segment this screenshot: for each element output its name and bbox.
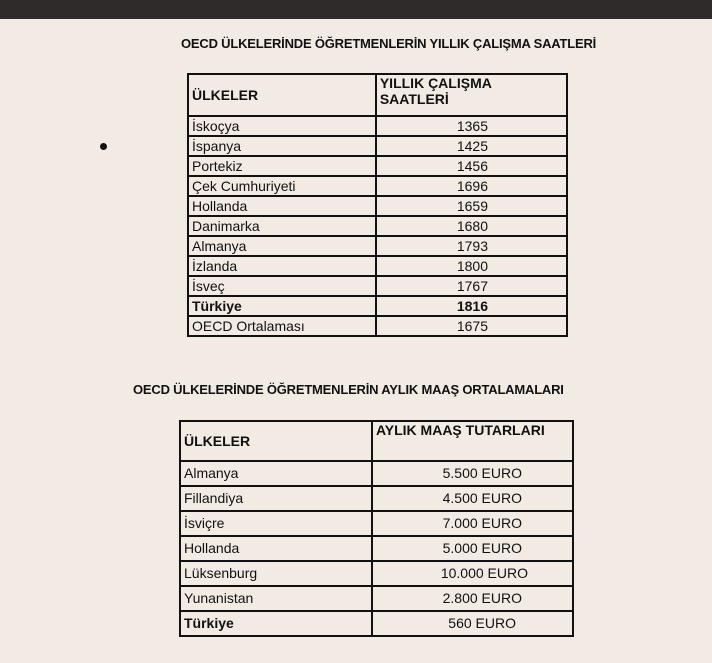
hours-cell: 1365 [376, 116, 567, 136]
country-cell: Lüksenburg [180, 561, 372, 586]
salary-cell: 2.800 EURO [372, 586, 573, 611]
country-cell: Türkiye [188, 296, 376, 316]
table-row [180, 461, 573, 486]
header-hours: YILLIK ÇALIŞMA SAATLERİ [376, 74, 567, 116]
hours-cell: 1800 [376, 256, 567, 276]
country-cell: Hollanda [180, 536, 372, 561]
table-row [188, 276, 567, 296]
country-cell: İzlanda [188, 256, 376, 276]
table-header-row [188, 74, 567, 116]
hours-cell: 1659 [376, 196, 567, 216]
header-salary: AYLIK MAAŞ TUTARLARI [372, 421, 573, 461]
country-cell: Yunanistan [180, 586, 372, 611]
table-row [180, 536, 573, 561]
country-cell: İsviçre [180, 511, 372, 536]
hours-cell: 1767 [376, 276, 567, 296]
country-cell: Danimarka [188, 216, 376, 236]
salary-cell: 10.000 EURO [372, 561, 573, 586]
country-cell: Almanya [188, 236, 376, 256]
table-row-highlight [180, 611, 573, 636]
country-cell: Türkiye [180, 611, 372, 636]
table-row [180, 586, 573, 611]
country-cell: Portekiz [188, 156, 376, 176]
bullet-point [100, 143, 107, 150]
table-row-highlight [188, 296, 567, 316]
table-row [188, 216, 567, 236]
table-row [188, 256, 567, 276]
salary-cell: 7.000 EURO [372, 511, 573, 536]
table1-title: OECD ÜLKELERİNDE ÖĞRETMENLERİN YILLIK ÇALIŞMA SAATLERİ [181, 36, 597, 51]
country-cell: OECD Ortalaması [188, 316, 376, 336]
hours-cell: 1425 [376, 136, 567, 156]
header-countries: ÜLKELER [188, 74, 376, 116]
country-cell: Hollanda [188, 196, 376, 216]
salary-cell: 5.500 EURO [372, 461, 573, 486]
hours-cell: 1816 [376, 296, 567, 316]
country-cell: Almanya [180, 461, 372, 486]
header-countries: ÜLKELER [180, 421, 372, 461]
working-hours-table [187, 73, 568, 337]
hours-cell: 1456 [376, 156, 567, 176]
salary-cell: 5.000 EURO [372, 536, 573, 561]
hours-cell: 1680 [376, 216, 567, 236]
salary-cell: 560 EURO [372, 611, 573, 636]
table-row [188, 176, 567, 196]
country-cell: Fillandiya [180, 486, 372, 511]
table-row [188, 236, 567, 256]
table2-title: OECD ÜLKELERİNDE ÖĞRETMENLERİN AYLIK MAAŞ ORTALAMALARI [133, 382, 564, 397]
hours-cell: 1696 [376, 176, 567, 196]
country-cell: Çek Cumhuriyeti [188, 176, 376, 196]
table-row [188, 136, 567, 156]
table-header-row [180, 421, 573, 461]
country-cell: İspanya [188, 136, 376, 156]
country-cell: İsveç [188, 276, 376, 296]
table-row [180, 486, 573, 511]
table-row [188, 196, 567, 216]
hours-cell: 1793 [376, 236, 567, 256]
table-row [188, 116, 567, 136]
hours-cell: 1675 [376, 316, 567, 336]
top-bar [0, 0, 712, 19]
table-row [180, 561, 573, 586]
table-row [180, 511, 573, 536]
table-row [188, 316, 567, 336]
salary-table [179, 420, 574, 637]
table-row [188, 156, 567, 176]
salary-cell: 4.500 EURO [372, 486, 573, 511]
country-cell: İskoçya [188, 116, 376, 136]
